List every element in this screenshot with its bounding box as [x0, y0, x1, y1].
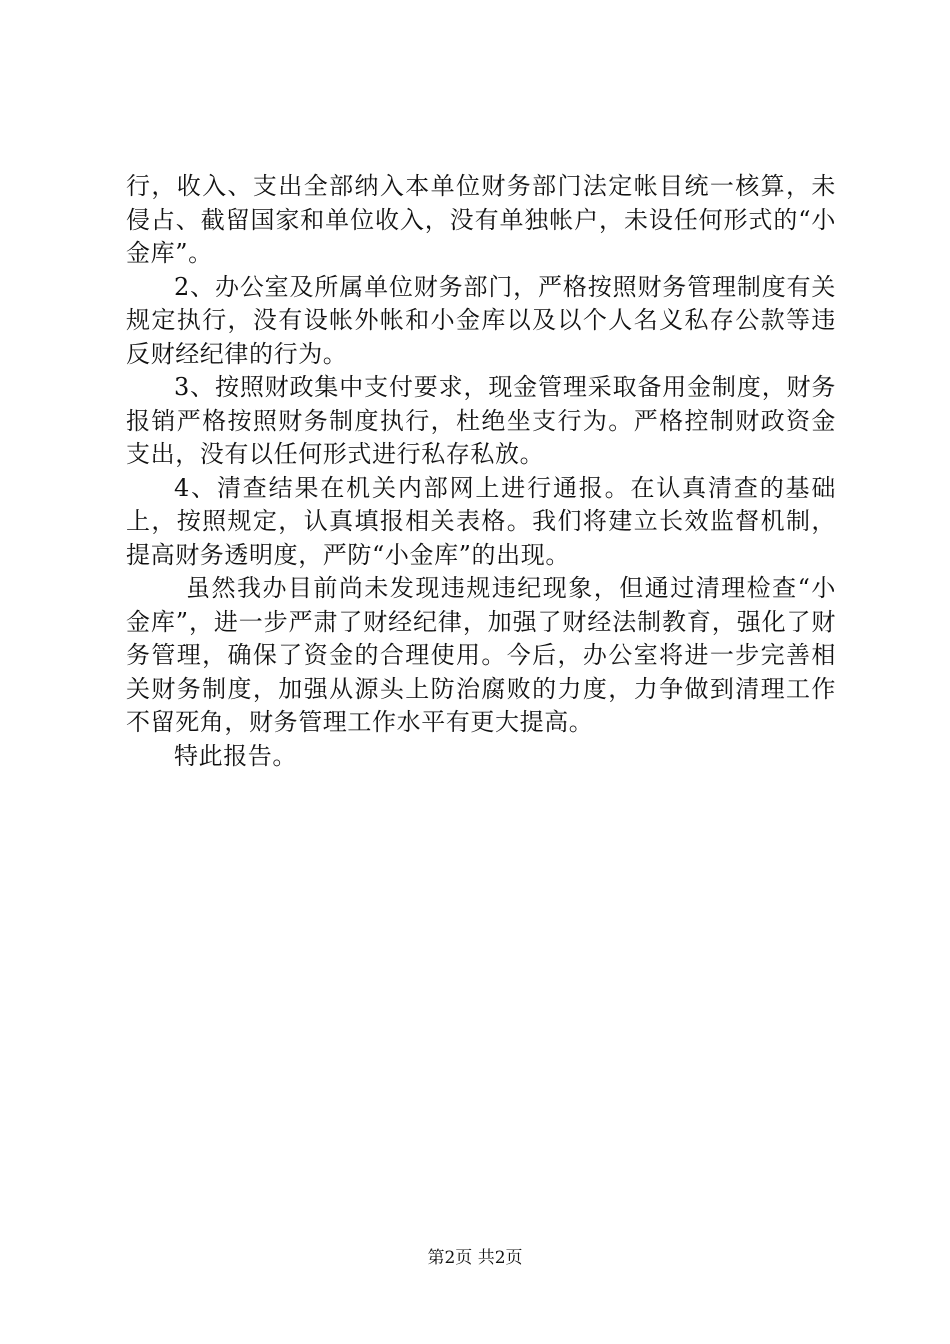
- document-body: [126, 170, 836, 773]
- paragraph-continuation: 行，收入、支出全部纳入本单位财务部门法定帐目统一核算，未侵占、截留国家和单位收入，没有单独帐户，未设任何形式的“小金库”。: [126, 172, 836, 267]
- paragraph-closing: 特此报告。: [174, 741, 297, 770]
- paragraph-summary: 虽然我办目前尚未发现违规违纪现象，但通过清理检查“小金库”，进一步严肃了财经纪律，加强了财经法制教育，强化了财务管理，确保了资金的合理使用。今后，办公室将进一步完善相关财务制度，加强从源头上防治腐败的力度，力争做到清理工作不留死角，财务管理工作水平有更大提高。: [126, 574, 836, 736]
- paragraph-item-3: 3、按照财政集中支付要求，现金管理采取备用金制度，财务报销严格按照财务制度执行，杜绝坐支行为。严格控制财政资金支出，没有以任何形式进行私存私放。: [126, 373, 836, 468]
- paragraph-item-4: 4、清查结果在机关内部网上进行通报。在认真清查的基础上，按照规定，认真填报相关表格。我们将建立长效监督机制，提高财务透明度，严防“小金库”的出现。: [126, 473, 836, 569]
- page-footer: 第2页 共2页: [427, 1248, 523, 1268]
- paragraph-item-2: 2、办公室及所属单位财务部门，严格按照财务管理制度有关规定执行，没有设帐外帐和小金库以及以个人名义私存公款等违反财经纪律的行为。: [126, 272, 836, 368]
